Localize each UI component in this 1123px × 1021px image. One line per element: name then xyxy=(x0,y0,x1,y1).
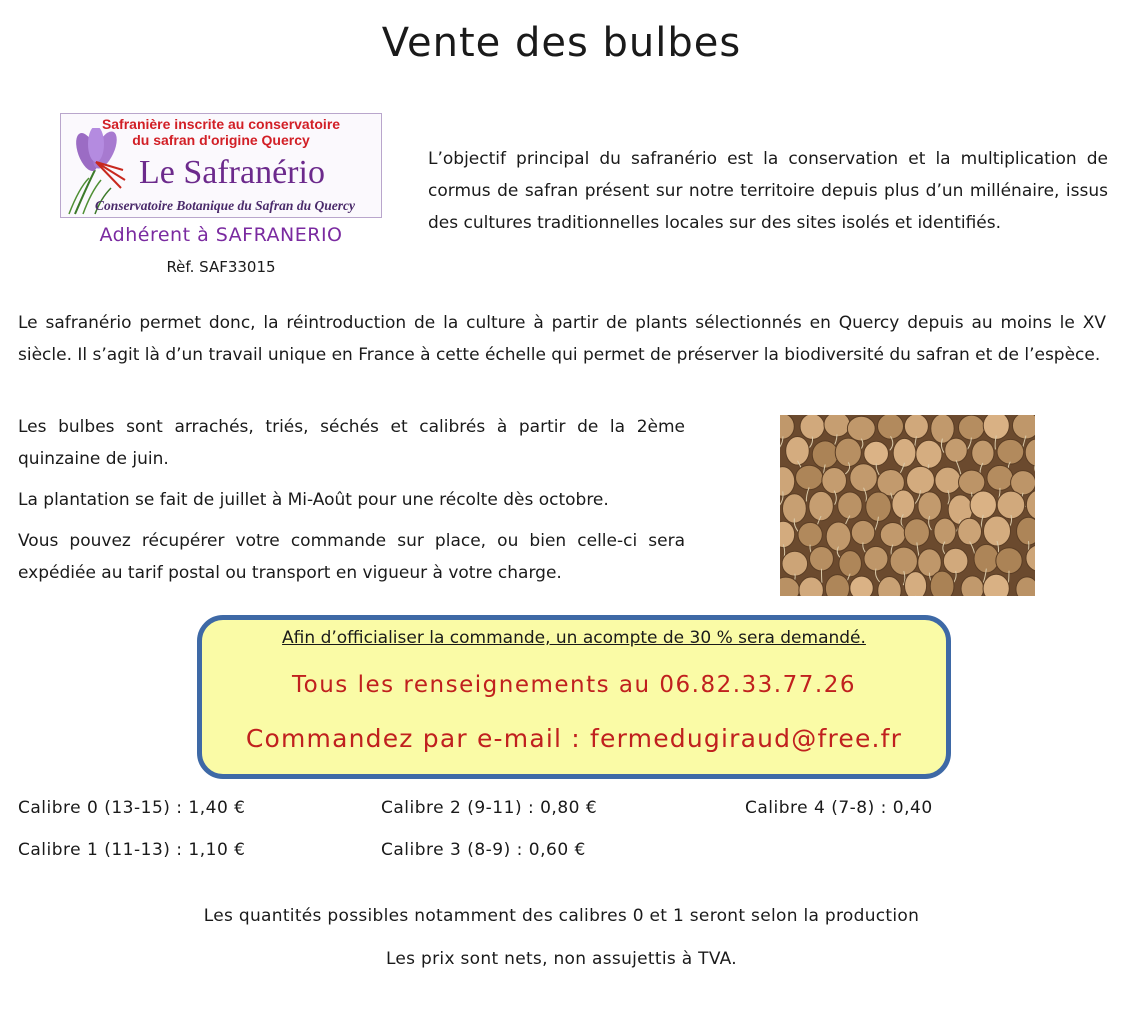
price-calibre-2: Calibre 2 (9-11) : 0,80 € xyxy=(381,798,598,818)
logo-line2: du safran d'origine Quercy xyxy=(132,132,310,148)
logo-brand: Le Safranério xyxy=(139,154,325,191)
order-email[interactable]: Commandez par e-mail : fermedugiraud@free.fr xyxy=(245,724,903,753)
adherent-label: Adhérent à SAFRANERIO xyxy=(99,224,343,246)
saffron-bulbs-photo xyxy=(780,415,1035,596)
page-title: Vente des bulbes xyxy=(381,20,742,66)
logo-subtitle: Conservatoire Botanique du Safran du Quercy xyxy=(95,198,355,213)
planting-paragraph: La plantation se fait de juillet à Mi-Août pour une récolte dès octobre. xyxy=(18,490,609,510)
price-calibre-3: Calibre 3 (8-9) : 0,60 € xyxy=(381,840,586,860)
bulbs-paragraph: Les bulbes sont arrachés, triés, séchés et calibrés à partir de la 2ème quinzaine de juin. xyxy=(18,417,685,469)
price-calibre-1: Calibre 1 (11-13) : 1,10 € xyxy=(18,840,246,860)
objective-paragraph: L’objectif principal du safranério est la conservation et la multiplication de cormus de safran présent sur notre territoire depuis plus d’un millénaire, issus des cultures traditionnelles locales sur des sites isolés et identifiés. xyxy=(428,149,1108,233)
intro-paragraph: Le safranério permet donc, la réintroduction de la culture à partir de plants sélectionnés en Quercy depuis au moins le XV siècle. Il s’agit là d’un travail unique en France à cette échelle qui permet de préserver la biodiversité du safran et de l’espèce. xyxy=(18,313,1106,365)
quantities-note: Les quantités possibles notamment des calibres 0 et 1 seront selon la production xyxy=(203,906,920,926)
reference-label: Rèf. SAF33015 xyxy=(166,258,276,276)
phone-info: Tous les renseignements au 06.82.33.77.26 xyxy=(292,672,856,698)
contact-box xyxy=(197,615,951,779)
price-calibre-4: Calibre 4 (7-8) : 0,40 xyxy=(745,798,933,818)
pickup-paragraph: Vous pouvez récupérer votre commande sur place, ou bien celle-ci sera expédiée au tarif postal ou transport en vigueur à votre charge. xyxy=(18,531,685,583)
logo-line1: Safranière inscrite au conservatoire xyxy=(101,116,341,132)
safranerio-logo xyxy=(60,113,382,218)
prices-note: Les prix sont nets, non assujettis à TVA. xyxy=(385,949,738,969)
deposit-notice: Afin d’officialiser la commande, un acompte de 30 % sera demandé. xyxy=(282,628,866,648)
price-calibre-0: Calibre 0 (13-15) : 1,40 € xyxy=(18,798,246,818)
